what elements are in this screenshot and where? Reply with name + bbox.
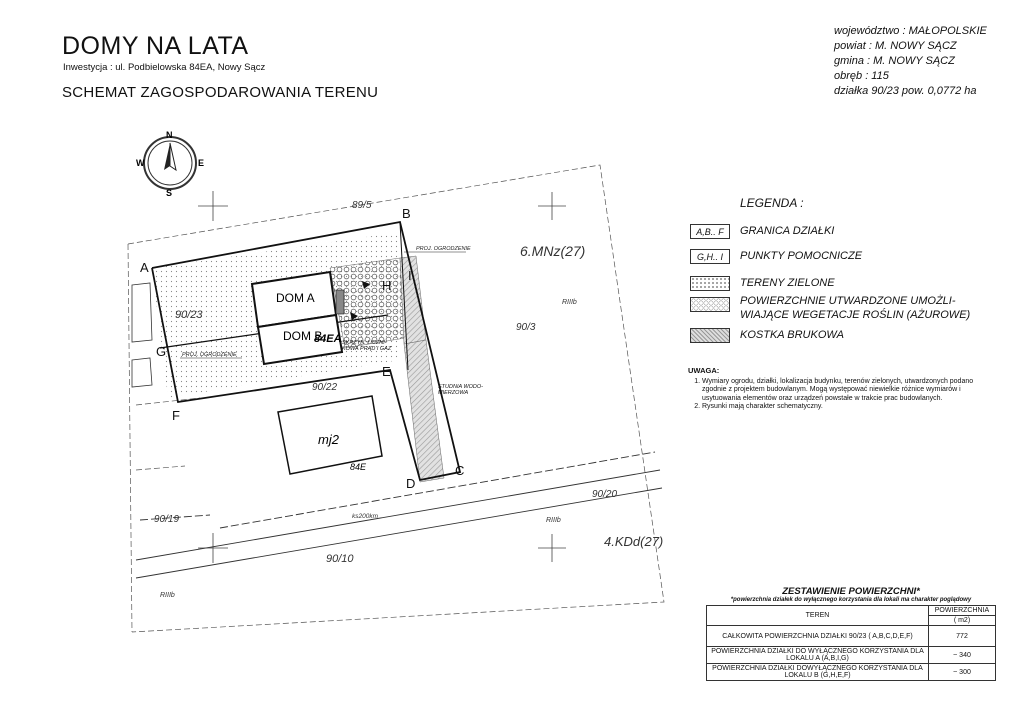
legend-item-brick — [690, 328, 990, 346]
neighbour-house — [278, 396, 382, 474]
parcel-90-19: 90/19 — [154, 514, 180, 525]
legend-item-boundary — [690, 224, 990, 242]
dom-a-label: DOM A — [276, 291, 315, 305]
table-row — [707, 626, 996, 647]
point-b: B — [402, 206, 411, 221]
soil-class-1: RIIIb — [562, 299, 577, 306]
legend-box-points: G,H.. I — [690, 249, 730, 264]
sewer-label: ks200km — [352, 513, 379, 520]
legend-item-permeable — [690, 294, 990, 324]
legend-box-boundary: A,B.. F — [690, 224, 730, 239]
road — [136, 452, 662, 578]
drawing-title: DOMY NA LATA — [62, 32, 249, 60]
water-well-note: STUDNIA WODO- MIERZOWA — [438, 384, 484, 396]
fence-note-1: PROJ. OGRODZENIE — [416, 246, 471, 252]
point-i: I — [408, 268, 412, 283]
compass-e: E — [198, 158, 205, 168]
point-a: A — [140, 260, 149, 275]
notes-heading: UWAGA: — [688, 366, 720, 375]
note-item: 2. Rysunki mają charakter schematyczny. — [702, 403, 988, 412]
investment-address: Inwestycja : ul. Podbielowska 84EA, Nowy Sącz — [63, 62, 266, 73]
table-header — [707, 606, 996, 616]
fence-note-2: PROJ. OGRODZENIE — [182, 352, 237, 358]
entrance-stairs — [336, 290, 344, 314]
compass-icon — [136, 130, 204, 198]
meta-precinct: obręb : 115 — [834, 70, 889, 82]
row-value: ~ 300 — [929, 664, 996, 681]
row-label: POWIERZCHNIA DZIAŁKI DO WYŁĄCZNEGO KORZYSTANIA DLA LOKALU A (A,B,I,G) — [707, 647, 929, 664]
parcel-90-3: 90/3 — [516, 322, 536, 333]
meta-voivodeship: województwo : MAŁOPOLSKIE — [834, 25, 987, 37]
meta-parcel: działka 90/23 pow. 0,0772 ha — [834, 85, 977, 97]
row-value: ~ 340 — [929, 647, 996, 664]
table-row — [707, 664, 996, 681]
parcel-89-5: 89/5 — [352, 200, 372, 211]
legend-swatch-green — [690, 276, 730, 291]
legend-text-points: PUNKTY POMOCNICZE — [740, 250, 863, 262]
legend-text-brick: KOSTKA BRUKOWA — [740, 329, 844, 341]
parcel-metadata — [834, 24, 994, 99]
notes — [688, 367, 988, 412]
soil-class-3: RIIIb — [160, 592, 175, 599]
dom-b-label: DOM B — [283, 329, 323, 343]
legend-item-points — [690, 249, 990, 267]
parcel-90-23: 90/23 — [175, 309, 203, 321]
area-summary — [706, 586, 996, 681]
point-g: G — [156, 344, 167, 359]
point-f: F — [172, 408, 180, 423]
note-item: 1. Wymiary ogrodu, działki, lokalizacja budynku, terenów zielonych, utwardzonych podano zgodnie z projektem budowlanym. Mogą występować niewielkie różnice wymiarów i usytuowania elementów oraz urządzeń powstałe w trakcie prac budowlanych. — [702, 378, 988, 404]
summary-subtitle: *powierzchnia działek do wyłącznego korzystania dla lokali ma charakter poglądowy — [730, 597, 972, 603]
mj2-label: mj2 — [318, 432, 339, 447]
row-label: CAŁKOWITA POWIERZCHNIA DZIAŁKI 90/23 ( A,B,C,D,E,F) — [707, 626, 929, 647]
legend-item-green — [690, 276, 990, 294]
meter-box-note: SKRZYN. LICZNI- KOWA PRĄD I GAZ — [342, 340, 392, 352]
zone-mnz: 6.MNz(27) — [520, 243, 586, 259]
summary-table — [706, 605, 996, 681]
zone-kdd: 4.KDd(27) — [604, 534, 664, 549]
compass-w: W — [136, 158, 145, 168]
point-h: H — [382, 278, 392, 293]
row-label: POWIERZCHNIA DZIAŁKI DOWYŁĄCZNEGO KORZYSTANIA DLA LOKALU B (G,H,E,F) — [707, 664, 929, 681]
header-unit: ( m2) — [929, 616, 996, 626]
soil-class-2: RIIIb — [546, 517, 561, 524]
brick-paving-driveway — [404, 340, 444, 482]
header-teren: TEREN — [707, 606, 929, 626]
compass-s: S — [166, 188, 173, 198]
parcel-90-20: 90/20 — [592, 489, 618, 500]
meta-commune: gmina : M. NOWY SĄCZ — [834, 55, 955, 67]
compass-n: N — [166, 130, 173, 140]
legend-text-permeable: POWIERZCHNIE UTWARDZONE UMOŻLI- WIAJĄCE WEGETACJE ROŚLIN (AŻUROWE) — [740, 295, 971, 321]
row-value: 772 — [929, 626, 996, 647]
table-row — [707, 647, 996, 664]
schema-title: SCHEMAT ZAGOSPODAROWANIA TERENU — [62, 84, 379, 101]
point-d: D — [406, 476, 416, 491]
point-e: E — [382, 364, 391, 379]
neighbour-buildings — [132, 283, 152, 387]
legend-title: LEGENDA : — [740, 196, 804, 210]
address-number: 84EA — [314, 333, 342, 345]
legend-swatch-permeable — [690, 297, 730, 312]
point-c: C — [455, 463, 465, 478]
legend-swatch-brick — [690, 328, 730, 343]
legend-text-green: TERENY ZIELONE — [740, 277, 835, 289]
parcel-90-10: 90/10 — [326, 553, 354, 565]
house-84e-label: 84E — [350, 462, 367, 472]
summary-title: ZESTAWIENIE POWIERZCHNI* — [782, 586, 920, 597]
parcel-90-22: 90/22 — [312, 382, 338, 393]
meta-county: powiat : M. NOWY SĄCZ — [834, 40, 957, 52]
header-powierzchnia: POWIERZCHNIA — [929, 606, 996, 616]
legend-text-boundary: GRANICA DZIAŁKI — [740, 225, 835, 237]
